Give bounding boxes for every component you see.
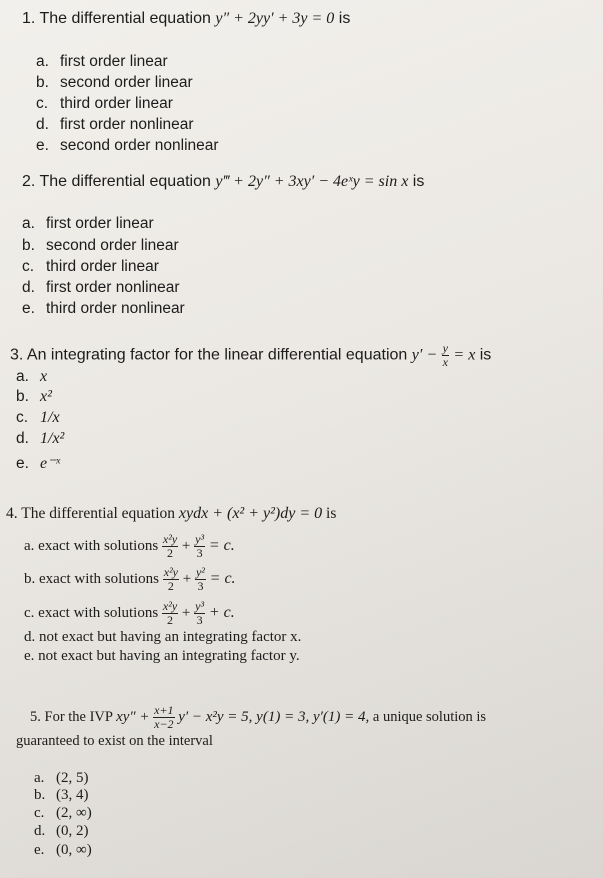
option-letter: e. — [16, 455, 29, 472]
option-text: third order linear — [46, 258, 159, 275]
option-text: (2, ∞) — [56, 805, 92, 821]
question-1-option-a[interactable] — [36, 53, 168, 71]
option-text: e⁻ˣ — [40, 455, 61, 472]
question-5-option-c[interactable] — [34, 805, 92, 822]
question-4-option-e[interactable] — [24, 648, 300, 665]
question-4-option-a[interactable]: a. exact with solutions $\frac{\text{x²y}}{2}$ + $\frac{\text{y³}}{3}$ = c. — [24, 532, 235, 560]
option-text: exact with solutions — [38, 537, 159, 554]
option-text: exact with solutions — [39, 570, 159, 587]
question-5-option-a[interactable] — [34, 770, 89, 787]
option-letter: c. — [16, 409, 29, 426]
option-text: x — [40, 368, 48, 385]
option-text: second order nonlinear — [60, 137, 219, 154]
fraction-denominator: 3 — [196, 613, 203, 627]
option-text: (3, 4) — [56, 787, 89, 803]
option-letter: d. — [16, 430, 29, 447]
question-2-option-c[interactable] — [22, 258, 159, 276]
fraction-denominator: 2 — [167, 613, 174, 627]
option-letter: e. — [36, 137, 49, 154]
fraction-numerator: x²y — [162, 532, 178, 546]
option-text: (2, 5) — [56, 770, 89, 786]
question-1-option-b[interactable] — [36, 74, 193, 92]
question-2-tail: is — [412, 173, 425, 190]
question-2-option-d[interactable] — [22, 279, 180, 297]
option-end: = c. — [209, 569, 236, 587]
option-letter: d. — [22, 279, 35, 296]
option-text: first order nonlinear — [60, 116, 194, 133]
fraction-denominator: 3 — [197, 579, 204, 593]
option-letter: b. — [16, 388, 29, 405]
option-text: not exact but having an integrating factor y. — [38, 648, 300, 664]
option-letter: b. — [36, 74, 49, 91]
question-2-option-e[interactable] — [22, 300, 185, 318]
option-fraction-1 — [163, 566, 179, 593]
question-2-option-a[interactable] — [22, 215, 154, 233]
option-text: not exact but having an integrating factor x. — [39, 629, 302, 645]
question-2-stem — [22, 173, 424, 191]
question-4-equation: xydx + (x² + y²)dy = 0 — [178, 505, 323, 522]
option-letter: c. — [24, 604, 35, 621]
fraction-denominator: 2 — [167, 579, 174, 593]
question-5-option-d[interactable] — [34, 823, 89, 840]
option-letter: a. — [22, 215, 35, 232]
option-end: + c. — [208, 603, 235, 621]
option-text: third order nonlinear — [46, 300, 185, 317]
option-end: = c. — [208, 536, 235, 554]
option-letter: c. — [22, 258, 35, 275]
option-letter: b. — [34, 787, 46, 803]
question-5-text: 5. For the IVP — [30, 708, 113, 725]
option-letter: b. — [24, 570, 36, 587]
option-text: 1/x — [40, 409, 60, 426]
option-text: first order linear — [60, 53, 168, 70]
fraction-numerator: y³ — [195, 599, 205, 613]
question-5-stem — [30, 704, 486, 731]
option-text: third order linear — [60, 95, 173, 112]
option-text: (0, ∞) — [56, 842, 92, 858]
question-5-eq-b: y′ − x²y = 5, y(1) = 3, y′(1) = 4, — [178, 708, 370, 725]
question-1-option-e[interactable] — [36, 137, 219, 155]
option-letter: a. — [24, 537, 35, 554]
question-3-tail: is — [479, 346, 492, 364]
option-fraction-1 — [162, 533, 178, 560]
fraction-denominator: x−2 — [154, 717, 174, 731]
fraction-numerator: y³ — [195, 532, 205, 546]
option-fraction-1 — [162, 600, 178, 627]
option-letter: e. — [22, 300, 35, 317]
question-4-tail: is — [326, 505, 337, 522]
question-4-option-d[interactable] — [24, 629, 301, 646]
option-text: second order linear — [46, 237, 179, 254]
fraction-numerator: x²y — [162, 599, 178, 613]
question-3-option-c[interactable] — [16, 409, 60, 427]
option-letter: d. — [24, 629, 36, 645]
question-4-text: 4. The differential equation — [6, 505, 176, 522]
question-5-option-b[interactable] — [34, 787, 89, 804]
question-2-equation: y‴ + 2y″ + 3xy′ − 4eˣy = sin x — [215, 173, 409, 190]
option-letter: a. — [36, 53, 49, 70]
option-text: (0, 2) — [56, 823, 89, 839]
option-fraction-2 — [195, 566, 206, 593]
fraction-numerator: x²y — [163, 565, 178, 579]
question-2-text: 2. The differential equation — [22, 173, 211, 190]
question-2-option-b[interactable] — [22, 237, 179, 255]
question-5-line-2: guaranteed to exist on the interval — [16, 733, 213, 749]
fraction-numerator: x+1 — [154, 703, 174, 717]
question-3-eq-right: = x — [453, 346, 476, 364]
option-letter: d. — [36, 116, 49, 133]
question-5-fraction — [153, 704, 174, 731]
question-3-option-b[interactable] — [16, 388, 52, 406]
question-4-option-b[interactable]: b. exact with solutions $\frac{\text{x²y}}{2}$ + $\frac{\text{y²}}{3}$ = c. — [24, 565, 236, 593]
question-5-tail: a unique solution is — [372, 708, 487, 725]
option-letter: b. — [22, 237, 35, 254]
question-4-stem — [6, 505, 336, 523]
question-5-eq-a: xy″ + — [116, 708, 150, 725]
option-text: first order nonlinear — [46, 279, 180, 296]
fraction-numerator: y² — [195, 565, 205, 579]
question-4-option-c[interactable]: c. exact with solutions $\frac{\text{x²y}}{2}$ + $\frac{\text{y³}}{3}$ + c. — [24, 599, 235, 627]
fraction-denominator: 3 — [196, 546, 203, 560]
option-fraction-2 — [194, 533, 205, 560]
fraction-denominator: x — [442, 355, 448, 369]
question-1-text: 1. The differential equation — [22, 10, 211, 27]
question-3-eq-left: y′ − — [411, 346, 438, 364]
option-letter: e. — [34, 842, 45, 858]
question-3-option-d[interactable] — [16, 430, 64, 448]
option-text: second order linear — [60, 74, 193, 91]
question-1-option-c[interactable] — [36, 95, 173, 113]
option-fraction-2 — [194, 600, 205, 627]
option-letter: e. — [24, 648, 35, 664]
option-text: 1/x² — [40, 430, 65, 447]
option-text: first order linear — [46, 215, 154, 232]
question-1-tail: is — [338, 10, 351, 27]
fraction-denominator: 2 — [167, 546, 174, 560]
question-3-text: 3. An integrating factor for the linear differential equation — [10, 346, 408, 364]
question-3-option-e[interactable] — [16, 453, 60, 473]
option-letter: c. — [34, 805, 45, 821]
option-letter: a. — [34, 770, 45, 786]
fraction-numerator: y — [442, 341, 448, 355]
question-5-option-e[interactable] — [34, 842, 92, 859]
question-3-fraction — [442, 342, 449, 369]
option-letter: c. — [36, 95, 49, 112]
option-letter: a. — [16, 368, 29, 385]
option-text: x² — [40, 388, 52, 405]
question-3-option-a[interactable] — [16, 368, 47, 386]
question-1-stem — [22, 10, 350, 28]
option-letter: d. — [34, 823, 46, 839]
question-1-option-d[interactable] — [36, 116, 194, 134]
question-3-stem — [10, 342, 491, 369]
question-1-equation: y″ + 2yy′ + 3y = 0 — [215, 10, 335, 27]
option-text: exact with solutions — [38, 604, 159, 621]
